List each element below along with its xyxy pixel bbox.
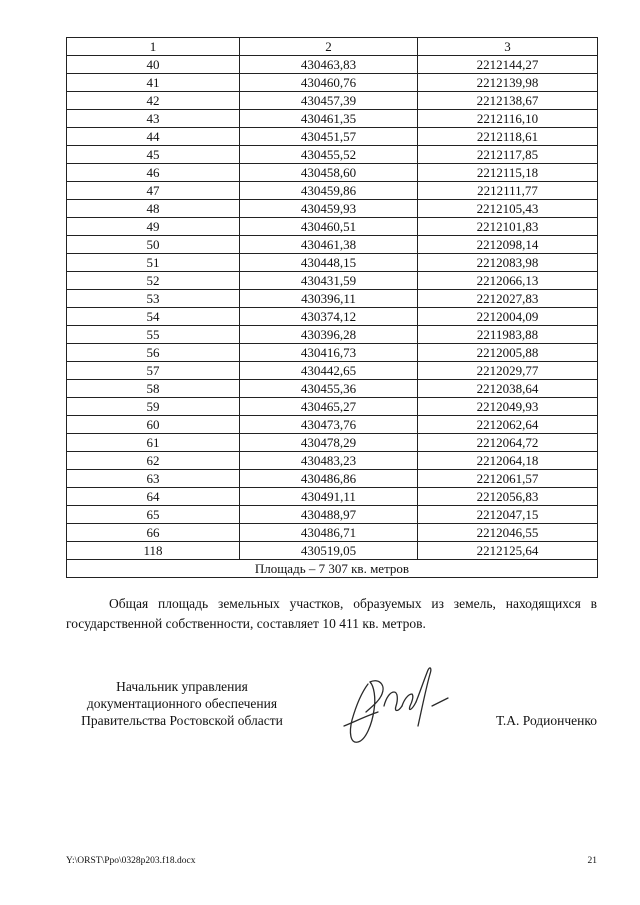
signer-name: Т.А. Родионченко: [496, 713, 597, 728]
x-coordinate-cell: 430491,11: [240, 488, 418, 506]
table-row: [67, 164, 598, 182]
point-number-cell: 49: [67, 218, 240, 236]
point-number-cell: 64: [67, 488, 240, 506]
y-coordinate-cell: 2212005,88: [418, 344, 598, 362]
x-coordinate-cell: 430396,28: [240, 326, 418, 344]
x-coordinate-cell: 430519,05: [240, 542, 418, 560]
y-coordinate-cell: 2212117,85: [418, 146, 598, 164]
table-row: [67, 236, 598, 254]
signer-position-line: Правительства Ростовской области: [81, 713, 283, 728]
coordinates-table: [66, 37, 598, 578]
x-coordinate-cell: 430455,36: [240, 380, 418, 398]
point-number-cell: 44: [67, 128, 240, 146]
table-row: [67, 56, 598, 74]
table-row: [67, 110, 598, 128]
table-header-row: [67, 38, 598, 56]
x-coordinate-cell: 430461,35: [240, 110, 418, 128]
point-number-cell: 63: [67, 470, 240, 488]
table-row: [67, 542, 598, 560]
x-coordinate-cell: 430459,93: [240, 200, 418, 218]
y-coordinate-cell: 2212125,64: [418, 542, 598, 560]
x-coordinate-cell: 430461,38: [240, 236, 418, 254]
x-coordinate-cell: 430488,97: [240, 506, 418, 524]
table-row: [67, 254, 598, 272]
point-number-cell: 43: [67, 110, 240, 128]
y-coordinate-cell: 2212038,64: [418, 380, 598, 398]
point-number-cell: 66: [67, 524, 240, 542]
table-row: [67, 200, 598, 218]
y-coordinate-cell: 2212061,57: [418, 470, 598, 488]
table-row: [67, 128, 598, 146]
handwritten-signature: [338, 662, 450, 750]
table-row: [67, 398, 598, 416]
point-number-cell: 51: [67, 254, 240, 272]
x-coordinate-cell: 430465,27: [240, 398, 418, 416]
x-coordinate-cell: 430473,76: [240, 416, 418, 434]
x-coordinate-cell: 430478,29: [240, 434, 418, 452]
x-coordinate-cell: 430486,71: [240, 524, 418, 542]
point-number-cell: 118: [67, 542, 240, 560]
y-coordinate-cell: 2212116,10: [418, 110, 598, 128]
point-number-cell: 40: [67, 56, 240, 74]
y-coordinate-cell: 2212064,72: [418, 434, 598, 452]
y-coordinate-cell: 2212047,15: [418, 506, 598, 524]
table-row: [67, 434, 598, 452]
x-coordinate-cell: 430455,52: [240, 146, 418, 164]
column-header-point: 1: [67, 38, 240, 56]
x-coordinate-cell: 430458,60: [240, 164, 418, 182]
y-coordinate-cell: 2212027,83: [418, 290, 598, 308]
table-row: [67, 74, 598, 92]
footer-file-path: Y:\ORST\Ppo\0328p203.f18.docx: [66, 856, 196, 866]
point-number-cell: 48: [67, 200, 240, 218]
x-coordinate-cell: 430460,76: [240, 74, 418, 92]
table-row: [67, 470, 598, 488]
point-number-cell: 56: [67, 344, 240, 362]
y-coordinate-cell: 2212046,55: [418, 524, 598, 542]
y-coordinate-cell: 2212098,14: [418, 236, 598, 254]
x-coordinate-cell: 430431,59: [240, 272, 418, 290]
table-row: [67, 218, 598, 236]
table-row: [67, 326, 598, 344]
table-row: [67, 344, 598, 362]
point-number-cell: 41: [67, 74, 240, 92]
y-coordinate-cell: 2212083,98: [418, 254, 598, 272]
total-area-paragraph: Общая площадь земельных участков, образуемых из земель, находящихся в государственной собственности, составляет 10 411 кв. метров.: [66, 596, 597, 631]
point-number-cell: 47: [67, 182, 240, 200]
point-number-cell: 54: [67, 308, 240, 326]
x-coordinate-cell: 430460,51: [240, 218, 418, 236]
table-row: [67, 92, 598, 110]
table-row: [67, 308, 598, 326]
x-coordinate-cell: 430448,15: [240, 254, 418, 272]
y-coordinate-cell: 2212139,98: [418, 74, 598, 92]
point-number-cell: 62: [67, 452, 240, 470]
signer-position: [66, 678, 298, 729]
x-coordinate-cell: 430463,83: [240, 56, 418, 74]
coordinates-table-body: [67, 38, 598, 578]
x-coordinate-cell: 430374,12: [240, 308, 418, 326]
y-coordinate-cell: 2212111,77: [418, 182, 598, 200]
x-coordinate-cell: 430396,11: [240, 290, 418, 308]
y-coordinate-cell: 2212138,67: [418, 92, 598, 110]
y-coordinate-cell: 2212115,18: [418, 164, 598, 182]
table-row: [67, 416, 598, 434]
y-coordinate-cell: 2212105,43: [418, 200, 598, 218]
table-row: [67, 146, 598, 164]
y-coordinate-cell: 2212049,93: [418, 398, 598, 416]
y-coordinate-cell: 2212056,83: [418, 488, 598, 506]
point-number-cell: 42: [67, 92, 240, 110]
point-number-cell: 50: [67, 236, 240, 254]
point-number-cell: 52: [67, 272, 240, 290]
table-row: [67, 182, 598, 200]
point-number-cell: 55: [67, 326, 240, 344]
point-number-cell: 59: [67, 398, 240, 416]
point-number-cell: 57: [67, 362, 240, 380]
point-number-cell: 45: [67, 146, 240, 164]
y-coordinate-cell: 2212101,83: [418, 218, 598, 236]
table-row: [67, 290, 598, 308]
y-coordinate-cell: 2212029,77: [418, 362, 598, 380]
y-coordinate-cell: 2212066,13: [418, 272, 598, 290]
signer-position-line: Начальник управления: [116, 679, 248, 694]
table-row: [67, 272, 598, 290]
point-number-cell: 61: [67, 434, 240, 452]
y-coordinate-cell: 2212064,18: [418, 452, 598, 470]
area-row: [67, 560, 598, 578]
area-total-cell: Площадь – 7 307 кв. метров: [67, 560, 598, 578]
y-coordinate-cell: 2212144,27: [418, 56, 598, 74]
table-row: [67, 506, 598, 524]
point-number-cell: 53: [67, 290, 240, 308]
signer-position-line: документационного обеспечения: [86, 696, 278, 711]
y-coordinate-cell: 2212004,09: [418, 308, 598, 326]
y-coordinate-cell: 2212062,64: [418, 416, 598, 434]
table-row: [67, 524, 598, 542]
page-number: 21: [587, 856, 597, 866]
point-number-cell: 58: [67, 380, 240, 398]
x-coordinate-cell: 430451,57: [240, 128, 418, 146]
x-coordinate-cell: 430459,86: [240, 182, 418, 200]
table-row: [67, 362, 598, 380]
x-coordinate-cell: 430486,86: [240, 470, 418, 488]
y-coordinate-cell: 2212118,61: [418, 128, 598, 146]
table-row: [67, 488, 598, 506]
x-coordinate-cell: 430483,23: [240, 452, 418, 470]
point-number-cell: 60: [67, 416, 240, 434]
x-coordinate-cell: 430416,73: [240, 344, 418, 362]
table-row: [67, 380, 598, 398]
x-coordinate-cell: 430457,39: [240, 92, 418, 110]
column-header-x: 2: [240, 38, 418, 56]
y-coordinate-cell: 2211983,88: [418, 326, 598, 344]
table-row: [67, 452, 598, 470]
point-number-cell: 46: [67, 164, 240, 182]
column-header-y: 3: [418, 38, 598, 56]
x-coordinate-cell: 430442,65: [240, 362, 418, 380]
point-number-cell: 65: [67, 506, 240, 524]
